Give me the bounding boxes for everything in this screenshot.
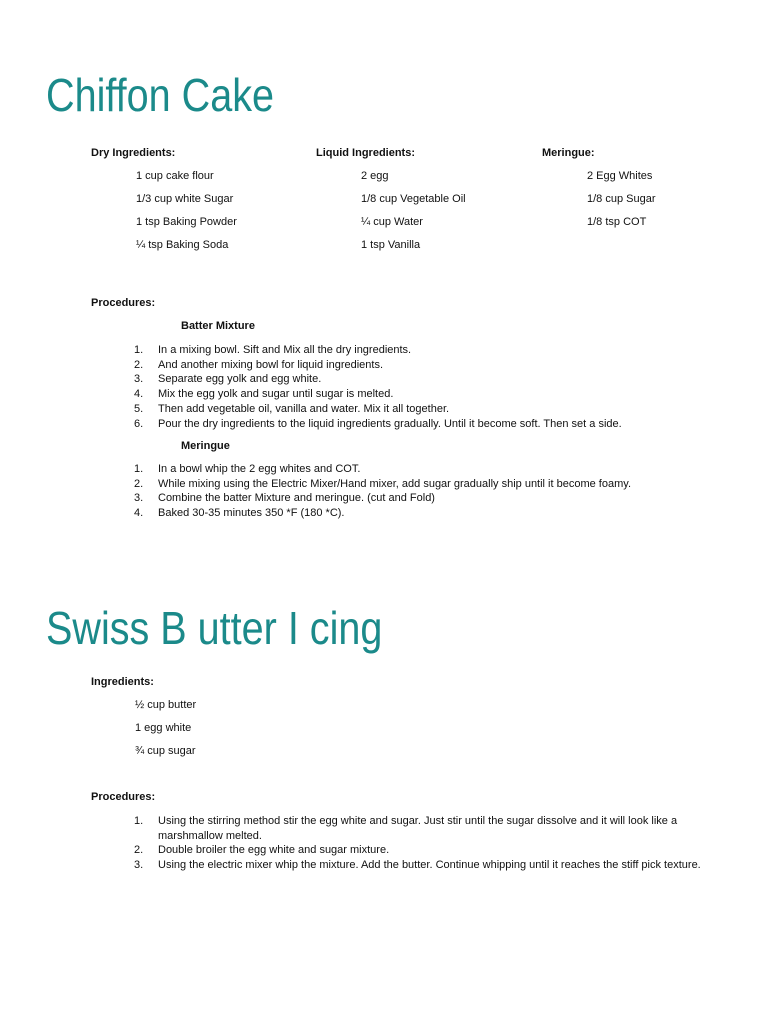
liquid-ingredients-column [316, 146, 546, 261]
dry-ingredient-item: 1 tsp Baking Powder [136, 216, 237, 228]
liquid-ingredient-item: ¼ cup Water [361, 216, 423, 228]
meringue-ingredients-column [542, 146, 768, 238]
dry-ingredients-column [91, 146, 321, 261]
icing-steps-list [91, 814, 703, 873]
list-item: 2. While mixing using the Electric Mixer/Hand mixer, add sugar gradually ship until it become foamy. [134, 477, 631, 490]
list-item: 2. Double broiler the egg white and sugar mixture. [134, 844, 390, 857]
meringue-steps-list [91, 462, 718, 521]
meringue-ingredients-label: Meringue: [542, 147, 595, 159]
icing-ingredients-label: Ingredients: [91, 676, 154, 688]
icing-procedures-label: Procedures: [91, 791, 156, 803]
list-item: 3. Combine the batter Mixture and meringue. (cut and Fold) [134, 492, 435, 505]
dry-ingredients-label: Dry Ingredients: [91, 147, 176, 159]
list-item: 4. Baked 30-35 minutes 350 *F (180 *C). [134, 507, 345, 520]
list-item: 3. Separate egg yolk and egg white. [134, 373, 322, 386]
list-item: 1. Using the stirring method stir the egg white and sugar. Just stir until the sugar dissolve and it will look like a marshmallow melted. [134, 815, 678, 842]
dry-ingredient-item: 1 cup cake flour [136, 170, 214, 182]
list-item: 3. Using the electric mixer whip the mixture. Add the butter. Continue whipping until it reaches the stiff pick texture. [134, 859, 701, 872]
dry-ingredient-item: ¼ tsp Baking Soda [136, 239, 229, 251]
liquid-ingredient-item: 2 egg [361, 170, 389, 182]
batter-steps-list [91, 343, 718, 431]
liquid-ingredient-item: 1/8 cup Vegetable Oil [361, 193, 466, 205]
list-item: 1. In a mixing bowl. Sift and Mix all the dry ingredients. [134, 344, 412, 356]
icing-ingredient-item: ¾ cup sugar [135, 745, 196, 757]
list-item: 2. And another mixing bowl for liquid ingredients. [134, 358, 384, 371]
recipe-title-swiss-butter-icing: Swiss B utter I cing [46, 602, 383, 654]
meringue-ingredient-item: 2 Egg Whites [587, 170, 653, 182]
list-item: 1. In a bowl whip the 2 egg whites and COT. [134, 463, 361, 475]
icing-ingredient-item: 1 egg white [135, 722, 192, 734]
liquid-ingredient-item: 1 tsp Vanilla [361, 239, 421, 251]
dry-ingredient-item: 1/3 cup white Sugar [136, 193, 234, 205]
list-item: 5. Then add vegetable oil, vanilla and water. Mix it all together. [134, 402, 450, 415]
list-item: 4. Mix the egg yolk and sugar until sugar is melted. [134, 388, 394, 401]
recipe-title-chiffon-cake: Chiffon Cake [46, 69, 274, 121]
meringue-ingredient-item: 1/8 cup Sugar [587, 193, 656, 205]
list-item: 6. Pour the dry ingredients to the liquid ingredients gradually. Until it become soft. Then set a side. [134, 417, 622, 430]
meringue-heading: Meringue [181, 440, 230, 452]
meringue-ingredient-item: 1/8 tsp COT [587, 216, 647, 228]
batter-mixture-heading: Batter Mixture [181, 320, 255, 332]
liquid-ingredients-label: Liquid Ingredients: [316, 147, 415, 159]
icing-ingredient-item: ½ cup butter [135, 699, 197, 711]
procedures-label: Procedures: [91, 297, 156, 309]
